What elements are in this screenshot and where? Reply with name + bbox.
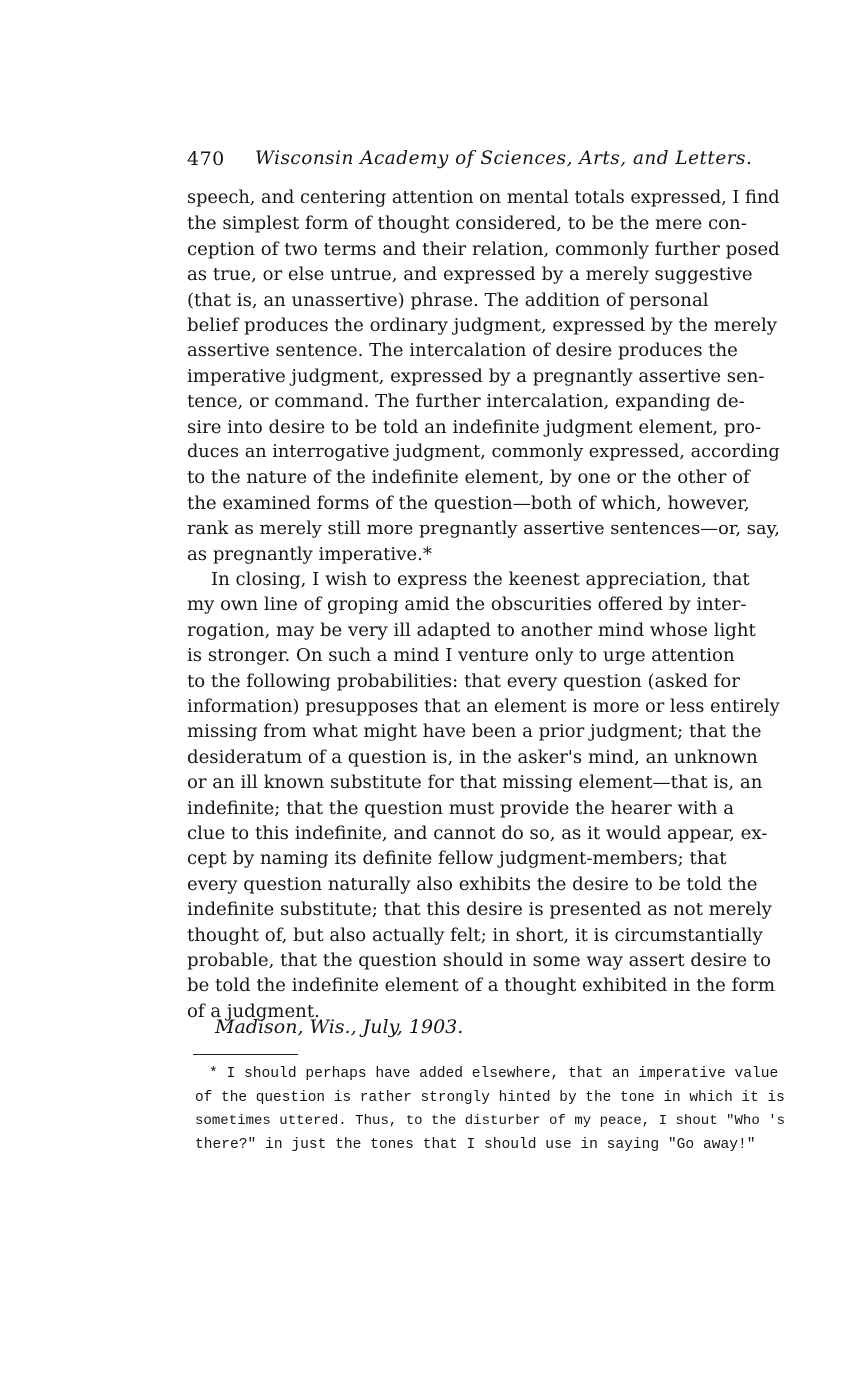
body-line: to the nature of the indefinite element, by one or the other of [187, 467, 750, 489]
body-line: cept by naming its definite fellow judgment-members; that [187, 848, 727, 870]
body-line: belief produces the ordinary judgment, expressed by the merely [187, 315, 777, 336]
footnote [195, 1063, 785, 1163]
body-line: assertive sentence. The intercalation of desire produces the [187, 340, 738, 362]
body-line: information) presupposes that an element is more or less entirely [187, 696, 780, 717]
body-line: desideratum of a question is, in the asker's mind, an unknown [187, 746, 758, 768]
signoff-place-date: Madison, Wis., July, 1903. [215, 1016, 464, 1038]
body-line: to the following probabilities: that every question (asked for [187, 670, 740, 692]
body-line: tence, or command. The further intercalation, expanding de- [187, 391, 745, 413]
body-line: clue to this indefinite, and cannot do so, as it would appear, ex- [187, 823, 768, 844]
body-line: imperative judgment, expressed by a pregnantly assertive sen- [187, 365, 765, 387]
footnote-line: there?" in just the tones that I should use in saying "Go away!" [195, 1136, 756, 1153]
body-line: missing from what might have been a prior judgment; that the [187, 721, 762, 743]
body-line: of a judgment. [187, 1000, 320, 1022]
body-line: speech, and centering attention on mental totals expressed, I find [187, 188, 780, 208]
page-header [187, 146, 752, 172]
body-line: the examined forms of the question—both of which, however, [187, 492, 750, 514]
body-line: probable, that the question should in some way assert desire to [187, 950, 771, 971]
body-text [187, 186, 780, 1022]
body-line: as pregnantly imperative.* [187, 543, 432, 565]
body-line: thought of, but also actually felt; in short, it is circumstantially [187, 924, 763, 946]
body-line: indefinite; that the question must provide the hearer with a [187, 797, 735, 819]
body-line: is stronger. On such a mind I venture only to urge attention [187, 645, 735, 667]
body-line: (that is, an unassertive) phrase. The addition of personal [187, 289, 709, 311]
body-line: sire into desire to be told an indefinite judgment element, pro- [187, 416, 762, 438]
body-line: In closing, I wish to express the keenest appreciation, that [211, 569, 750, 590]
body-line: as true, or else untrue, and expressed by a merely suggestive [187, 264, 753, 286]
body-line: be told the indefinite element of a thought exhibited in the form [187, 975, 776, 997]
body-line: duces an interrogative judgment, commonly expressed, according [187, 442, 780, 462]
footnote-line: * I should perhaps have added elsewhere, that an imperative value [209, 1066, 779, 1082]
body-line: my own line of groping amid the obscurities offered by inter- [187, 594, 747, 616]
body-line: ception of two terms and their relation, commonly further posed [187, 238, 780, 260]
body-line: rank as merely still more pregnantly assertive sentences—or, say, [187, 518, 780, 540]
body-line: or an ill known substitute for that missing element—that is, an [187, 772, 763, 794]
body-line: every question naturally also exhibits the desire to be told the [187, 873, 758, 895]
body-line: rogation, may be very ill adapted to another mind whose light [187, 619, 756, 641]
running-title: Wisconsin Academy of Sciences, Arts, and Letters. [255, 148, 753, 169]
footnote-divider [193, 1054, 298, 1055]
body-line: indefinite substitute; that this desire is presented as not merely [187, 899, 772, 921]
footnote-line: sometimes uttered. Thus, to the disturber of my peace, I shout "Who 's [195, 1113, 786, 1129]
page-number: 470 [187, 148, 225, 170]
body-line: the simplest form of thought considered, to be the mere con- [187, 213, 747, 235]
footnote-line: of the question is rather strongly hinted by the tone in which it is [195, 1089, 785, 1106]
